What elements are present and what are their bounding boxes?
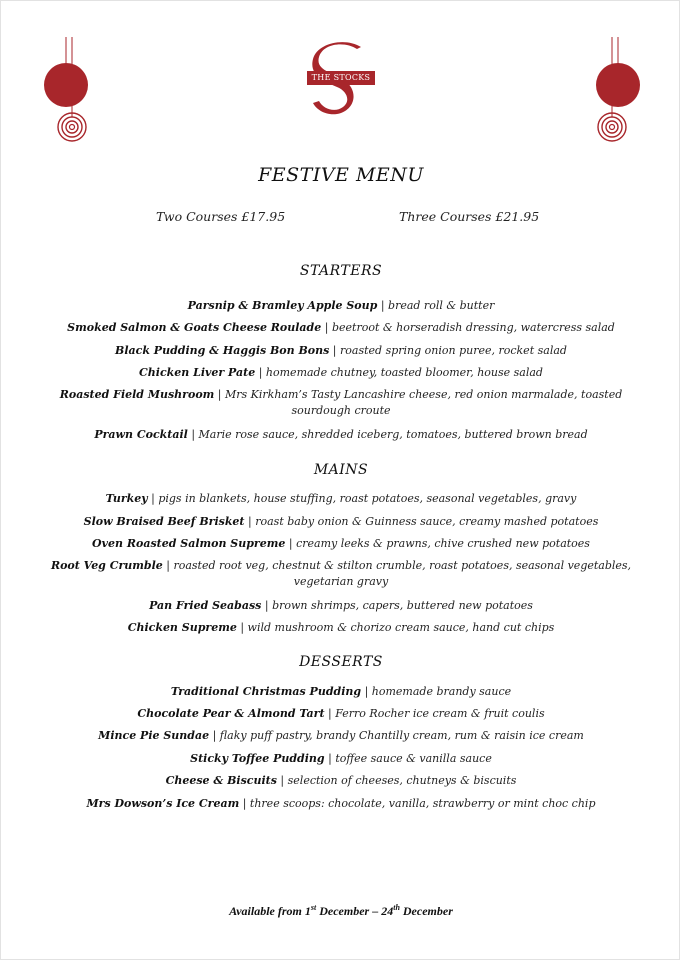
- dish-description: wild mushroom & chorizo cream sauce, hand cut chips: [247, 621, 555, 634]
- separator: |: [209, 729, 220, 742]
- dish-description: selection of cheeses, chutneys & biscuits: [287, 774, 517, 787]
- separator: |: [285, 537, 297, 550]
- footer-sup-th: th: [393, 903, 400, 912]
- dish-description: pigs in blankets, house stuffing, roast potatoes, seasonal vegetables, gravy: [158, 492, 577, 505]
- menu-item: [31, 598, 651, 614]
- dish-name: Sticky Toffee Pudding: [190, 752, 325, 765]
- separator: |: [329, 344, 341, 357]
- separator: |: [147, 492, 159, 505]
- starters-heading: STARTERS: [299, 263, 383, 279]
- logo-text: THE STOCKS: [311, 73, 371, 82]
- dish-name: Traditional Christmas Pudding: [170, 685, 362, 698]
- dish-description: Mrs Kirkham’s Tasty Lancashire cheese, red onion marmalade, toasted sourdough croute: [225, 388, 623, 417]
- dish-name: Parsnip & Bramley Apple Soup: [187, 299, 378, 312]
- separator: |: [377, 299, 389, 312]
- dish-name: Cheese & Biscuits: [165, 774, 277, 787]
- mains-heading: MAINS: [313, 462, 369, 478]
- dish-description: roasted root veg, chestnut & stilton crumble, roast potatoes, seasonal vegetables, vegetarian gravy: [173, 559, 632, 588]
- separator: |: [261, 599, 273, 612]
- footer-sup-st: st: [310, 903, 317, 912]
- separator: |: [239, 797, 250, 810]
- footer-middle: December – 24: [316, 904, 394, 918]
- menu-item: [31, 387, 651, 419]
- menu-item: [31, 796, 651, 812]
- menu-item: [31, 365, 651, 381]
- dish-name: Roasted Field Mushroom: [59, 388, 215, 401]
- dish-description: Ferro Rocher ice cream & fruit coulis: [335, 707, 545, 720]
- separator: |: [162, 559, 174, 572]
- dish-description: creamy leeks & prawns, chive crushed new potatoes: [296, 537, 590, 550]
- separator: |: [244, 515, 256, 528]
- dish-description: homemade chutney, toasted bloomer, house salad: [265, 366, 543, 379]
- dish-description: homemade brandy sauce: [371, 685, 512, 698]
- dish-description: Marie rose sauce, shredded iceberg, tomatoes, buttered brown bread: [198, 428, 588, 441]
- separator: |: [324, 707, 336, 720]
- christmas-bauble-right-icon: [589, 37, 643, 147]
- dish-name: Black Pudding & Haggis Bon Bons: [115, 344, 330, 357]
- menu-item: [31, 751, 651, 767]
- separator: |: [236, 621, 248, 634]
- dish-name: Slow Braised Beef Brisket: [83, 515, 245, 528]
- menu-item: [31, 536, 651, 552]
- dish-name: Pan Fried Seabass: [149, 599, 262, 612]
- menu-item: [31, 514, 651, 530]
- dish-description: roast baby onion & Guinness sauce, creamy mashed potatoes: [255, 515, 599, 528]
- dish-description: brown shrimps, capers, buttered new potatoes: [272, 599, 533, 612]
- dish-name: Oven Roasted Salmon Supreme: [92, 537, 286, 550]
- dish-description: roasted spring onion puree, rocket salad: [340, 344, 567, 357]
- footer-suffix: December: [399, 904, 453, 918]
- dish-description: bread roll & butter: [388, 299, 495, 312]
- dish-name: Turkey: [105, 492, 148, 505]
- separator: |: [255, 366, 266, 379]
- dish-name: Prawn Cocktail: [94, 428, 188, 441]
- menu-item: [31, 728, 651, 744]
- dish-description: beetroot & horseradish dressing, watercress salad: [331, 321, 615, 334]
- menu-item: [31, 620, 651, 636]
- dish-name: Smoked Salmon & Goats Cheese Roulade: [67, 321, 322, 334]
- menu-item: [31, 706, 651, 722]
- dish-name: Root Veg Crumble: [50, 559, 163, 572]
- page-title: FESTIVE MENU: [258, 164, 424, 186]
- the-stocks-logo: [305, 41, 377, 121]
- dish-description: three scoops: chocolate, vanilla, strawberry or mint choc chip: [249, 797, 596, 810]
- separator: |: [321, 321, 332, 334]
- separator: |: [361, 685, 372, 698]
- desserts-heading: DESSERTS: [299, 654, 383, 670]
- dish-name: Mince Pie Sundae: [98, 729, 210, 742]
- dish-description: toffee sauce & vanilla sauce: [335, 752, 492, 765]
- christmas-bauble-left-icon: [41, 37, 95, 147]
- dish-name: Mrs Dowson’s Ice Cream: [86, 797, 240, 810]
- menu-item: [31, 684, 651, 700]
- two-courses-price: Two Courses £17.95: [156, 209, 286, 224]
- dish-description: flaky puff pastry, brandy Chantilly cream, rum & raisin ice cream: [219, 729, 584, 742]
- menu-item: [31, 320, 651, 336]
- menu-item: [31, 558, 651, 590]
- dish-name: Chicken Supreme: [127, 621, 237, 634]
- menu-item: [31, 491, 651, 507]
- dish-name: Chicken Liver Pate: [139, 366, 256, 379]
- menu-item: [31, 773, 651, 789]
- three-courses-price: Three Courses £21.95: [399, 209, 540, 224]
- dish-name: Chocolate Pear & Almond Tart: [137, 707, 325, 720]
- separator: |: [324, 752, 336, 765]
- separator: |: [187, 428, 199, 441]
- availability-note: [1, 903, 680, 919]
- separator: |: [276, 774, 288, 787]
- menu-item: [31, 298, 651, 314]
- menu-item: [31, 427, 651, 443]
- menu-item: [31, 343, 651, 359]
- footer-prefix: Available from 1: [229, 904, 311, 918]
- separator: |: [214, 388, 225, 401]
